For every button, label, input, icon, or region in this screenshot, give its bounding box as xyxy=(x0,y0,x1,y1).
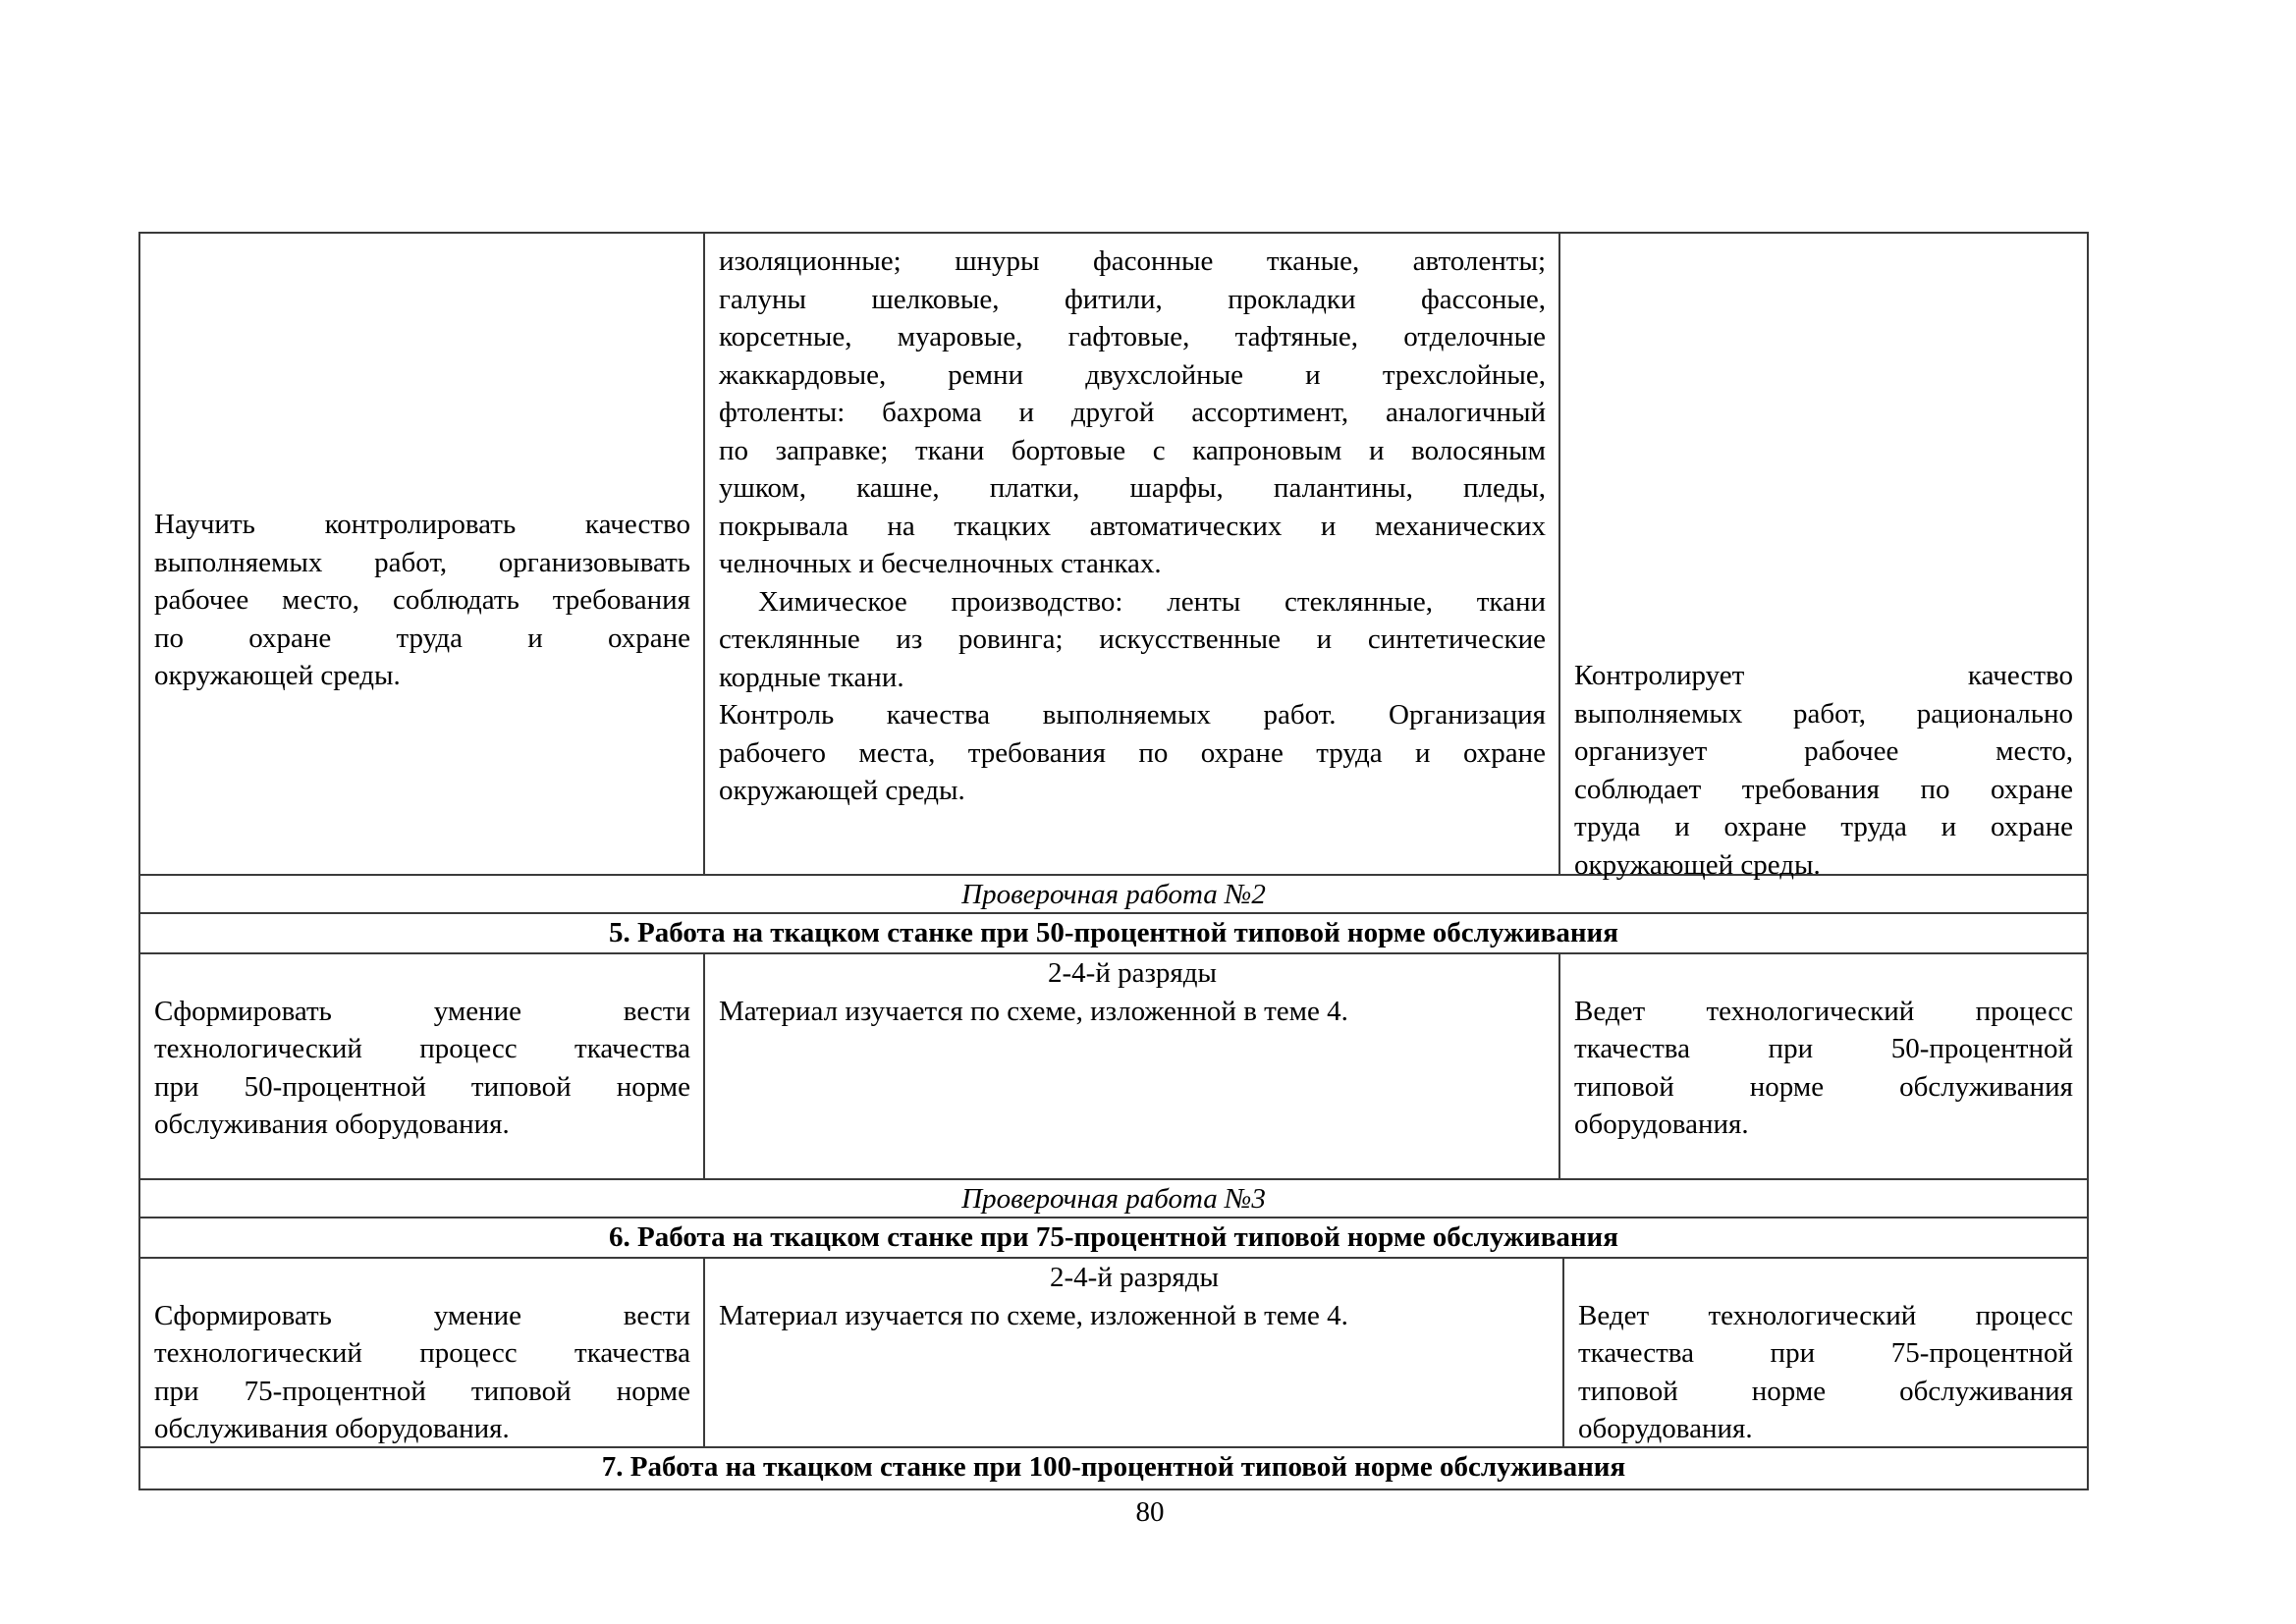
content-cell xyxy=(705,954,1560,1178)
content-line: Химическое производство: ленты стеклянные, ткани xyxy=(758,585,1546,618)
result-line: соблюдает требования по охране xyxy=(1574,773,2073,805)
goal-line: Сформировать умение вести xyxy=(154,995,690,1027)
result-cell xyxy=(1564,1259,2087,1446)
content-line: покрывала на ткацких автоматических и механических xyxy=(719,510,1546,542)
goal-line: окружающей среды. xyxy=(154,660,401,691)
table-row-quality-control xyxy=(140,234,2087,881)
content-line: рабочего места, требования по охране труда и охране xyxy=(719,736,1546,769)
content-line: жаккардовые, ремни двухслойные и трехслойные, xyxy=(719,358,1546,391)
grade-label: 2-4-й разряды xyxy=(1048,957,1217,989)
goal-cell xyxy=(140,954,705,1178)
content-line: галуны шелковые, фитили, прокладки фассоные, xyxy=(719,283,1546,315)
content-line: ушком, кашне, платки, шарфы, палантины, пледы, xyxy=(719,472,1546,504)
spacer xyxy=(154,954,690,993)
goal-line: обслуживания оборудования. xyxy=(154,1413,510,1444)
result-line: окружающей среды. xyxy=(1574,848,1821,881)
result-cell xyxy=(1560,954,2087,1178)
table-row-check-work-3 xyxy=(140,1180,2087,1218)
result-line: организует рабочее место, xyxy=(1574,735,2073,767)
check-work-title: Проверочная работа №3 xyxy=(961,1183,1266,1215)
grade-label: 2-4-й разряды xyxy=(1050,1262,1219,1293)
content-cell xyxy=(705,1259,1564,1446)
result-line: типовой норме обслуживания xyxy=(1578,1375,2073,1407)
result-line: оборудования. xyxy=(1578,1413,1753,1444)
content-line: фтоленты: бахрома и другой ассортимент, аналогичный xyxy=(719,397,1546,428)
goal-cell xyxy=(140,1259,705,1446)
content-line: Материал изучается по схеме, изложенной в теме 4. xyxy=(719,995,1348,1027)
goal-line: при 50-процентной типовой норме xyxy=(154,1070,690,1103)
result-line: ткачества при 75-процентной xyxy=(1578,1337,2073,1369)
goal-line: Сформировать умение вести xyxy=(154,1299,690,1331)
goal-line: технологический процесс ткачества xyxy=(154,1337,690,1369)
goal-line: обслуживания оборудования. xyxy=(154,1109,510,1140)
spacer xyxy=(154,1259,690,1297)
content-line: корсетные, муаровые, гафтовые, тафтяные, отделочные xyxy=(719,321,1546,352)
content-line: по заправке; ткани бортовые с капроновым и волосяным xyxy=(719,434,1546,466)
result-line: Ведет технологический процесс xyxy=(1574,995,2073,1027)
table-row-check-work-2 xyxy=(140,876,2087,914)
goal-line: Научить контролировать качество xyxy=(154,509,690,540)
result-cell xyxy=(1560,234,2087,881)
content-cell xyxy=(705,234,1560,874)
result-line: оборудования. xyxy=(1574,1109,1749,1140)
result-line: выполняемых работ, рационально xyxy=(1574,697,2073,730)
page-number xyxy=(0,1492,2296,1532)
content-line: кордные ткани. xyxy=(719,661,904,693)
goal-line: при 75-процентной типовой норме xyxy=(154,1375,690,1407)
check-work-title: Проверочная работа №2 xyxy=(961,879,1266,910)
content-line: изоляционные; шнуры фасонные тканые, автоленты; xyxy=(719,245,1546,277)
curriculum-table xyxy=(138,232,2089,1490)
content-line: Контроль качества выполняемых работ. Организация xyxy=(719,699,1546,731)
result-line: Ведет технологический процесс xyxy=(1578,1299,2073,1331)
spacer xyxy=(1578,1259,2073,1297)
goal-line: рабочее место, соблюдать требования xyxy=(154,584,690,616)
goal-line: по охране труда и охране xyxy=(154,622,690,654)
page-number-text: 80 xyxy=(1135,1496,1165,1528)
result-line: ткачества при 50-процентной xyxy=(1574,1033,2073,1064)
content-line: челночных и бесчелночных станках. xyxy=(719,548,1162,579)
goal-line: технологический процесс ткачества xyxy=(154,1033,690,1064)
goal-line: выполняемых работ, организовывать xyxy=(154,546,690,578)
table-row-75-percent xyxy=(140,1259,2087,1448)
result-line: труда и охране труда и охране xyxy=(1574,811,2073,842)
result-line: Контролирует качество xyxy=(1574,660,2073,691)
table-row-section-5 xyxy=(140,914,2087,954)
table-row-section-6 xyxy=(140,1218,2087,1259)
section-heading: 6. Работа на ткацком станке при 75-процентной типовой норме обслуживания xyxy=(609,1221,1618,1253)
table-row-50-percent xyxy=(140,954,2087,1180)
result-line: типовой норме обслуживания xyxy=(1574,1070,2073,1103)
section-heading: 5. Работа на ткацком станке при 50-процентной типовой норме обслуживания xyxy=(609,917,1618,948)
content-line: Материал изучается по схеме, изложенной в теме 4. xyxy=(719,1299,1348,1331)
section-heading: 7. Работа на ткацком станке при 100-процентной типовой норме обслуживания xyxy=(601,1451,1626,1483)
goal-cell xyxy=(140,234,705,874)
table-row-section-7 xyxy=(140,1448,2087,1489)
content-line: окружающей среды. xyxy=(719,775,965,806)
spacer xyxy=(1574,954,2073,993)
content-line: стеклянные из ровинга; искусственные и синтетические xyxy=(719,623,1546,655)
